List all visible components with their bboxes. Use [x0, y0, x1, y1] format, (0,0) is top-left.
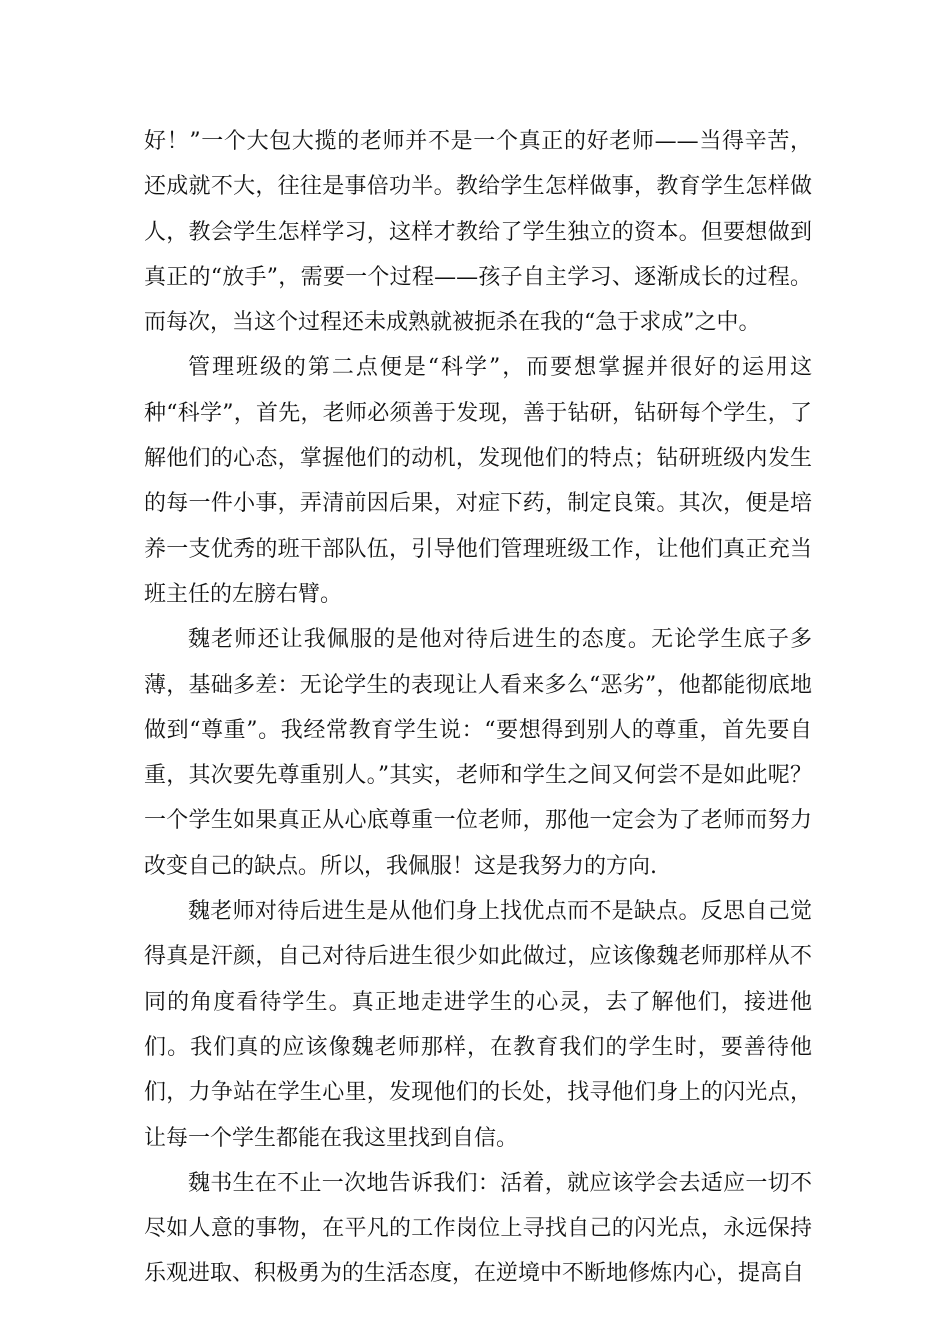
paragraph-1: 好！”一个大包大揽的老师并不是一个真正的好老师——当得辛苦，还成就不大，往往是事倍功半。教给学生怎样做事，教育学生怎样做人，教会学生怎样学习，这样才教给了学生独立的资本。但要想做到真正的“放手”，需要一个过程——孩子自主学习、逐渐成长的过程。而每次，当这个过程还未成熟就被扼杀在我的“急于求成”之中。 [144, 129, 812, 336]
document-body [144, 119, 812, 1297]
paragraph-5: 魏书生在不止一次地告诉我们：活着，就应该学会去适应一切不尽如人意的事物，在平凡的工作岗位上寻找自己的闪光点，永远保持乐观进取、积极勇为的生活态度，在逆境中不断地修炼内心，提高自 [144, 1170, 812, 1287]
paragraph-4: 魏老师对待后进生是从他们身上找优点而不是缺点。反思自己觉得真是汗颜，自己对待后进生很少如此做过，应该像魏老师那样从不同的角度看待学生。真正地走进学生的心灵，去了解他们，接进他们。我们真的应该像魏老师那样，在教育我们的学生时，要善待他们，力争站在学生心里，发现他们的长处，找寻他们身上的闪光点，让每一个学生都能在我这里找到自信。 [144, 899, 812, 1151]
paragraph-2: 管理班级的第二点便是“科学”，而要想掌握并很好的运用这种“科学”，首先，老师必须善于发现，善于钻研，钻研每个学生，了解他们的心态，掌握他们的动机，发现他们的特点；钻研班级内发生的每一件小事，弄清前因后果，对症下药，制定良策。其次，便是培养一支优秀的班干部队伍，引导他们管理班级工作，让他们真正充当班主任的左膀右臂。 [144, 355, 812, 607]
paragraph-3: 魏老师还让我佩服的是他对待后进生的态度。无论学生底子多薄，基础多差：无论学生的表现让人看来多么“恶劣”，他都能彻底地做到“尊重”。我经常教育学生说：“要想得到别人的尊重，首先要自重，其次要先尊重别人。”其实，老师和学生之间又何尝不是如此呢？一个学生如果真正从心底尊重一位老师，那他一定会为了老师而努力改变自己的缺点。所以，我佩服！这是我努力的方向. [144, 627, 812, 879]
